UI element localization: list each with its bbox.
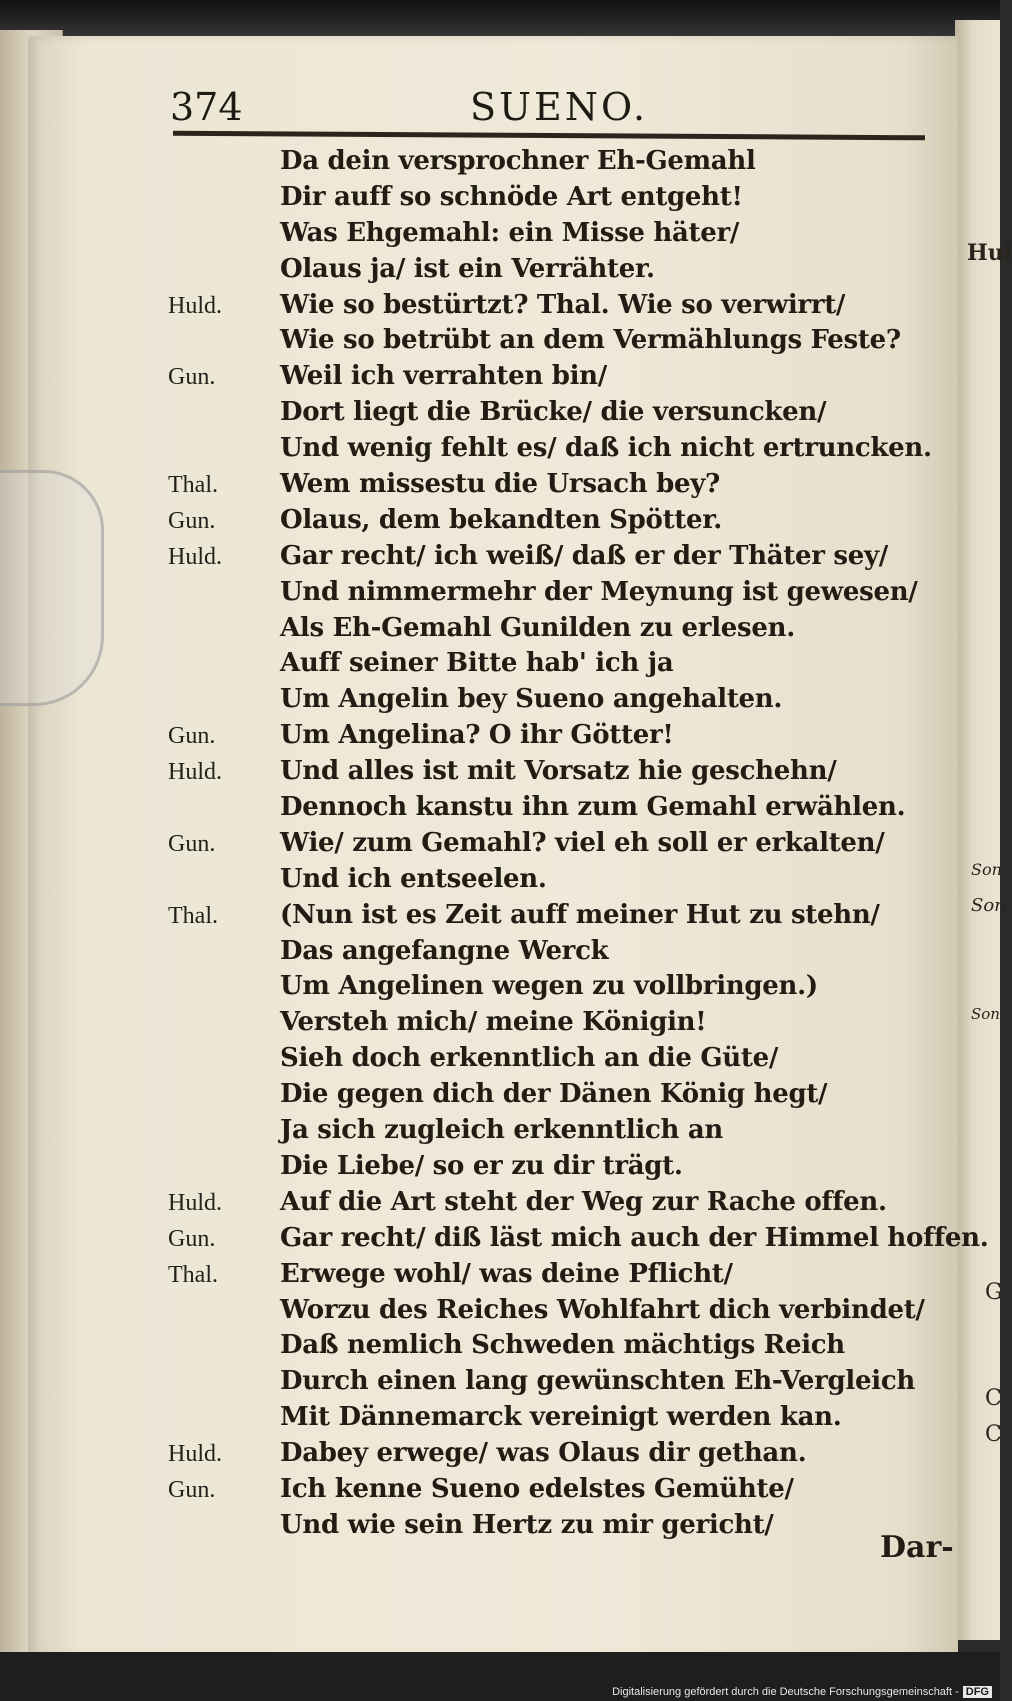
speaker-label: Huld.: [168, 292, 222, 319]
verse-text: Worzu des Reiches Wohlfahrt dich verbindet/: [280, 1294, 925, 1325]
dialogue-line: [150, 863, 940, 899]
verse-text: Um Angelin bey Sueno angehalten.: [280, 684, 783, 715]
verse-text: Ja sich zugleich erkenntlich an: [280, 1115, 724, 1146]
verse-text: Olaus, dem bekandten Spötter.: [280, 504, 722, 535]
verse-text: Was Ehgemahl: ein Misse häter/: [280, 217, 740, 248]
verse-text: Dir auff so schnöde Art entgeht!: [280, 181, 743, 212]
dialogue-line: [150, 1401, 940, 1437]
verse-text: Sieh doch erkenntlich an die Güte/: [280, 1043, 779, 1074]
dialogue-line: [150, 396, 940, 432]
verse-text: Die gegen dich der Dänen König hegt/: [280, 1079, 828, 1110]
verse-text: Um Angelinen wegen zu vollbringen.): [280, 971, 818, 1002]
dialogue-line: [150, 181, 940, 217]
dialogue-line: [150, 504, 940, 540]
speaker-label: Gun.: [168, 830, 216, 857]
verse-text: Wie so betrübt an dem Vermählungs Feste?: [280, 325, 901, 356]
verse-text: Auff seiner Bitte hab' ich ja: [280, 648, 674, 679]
verse-text: Gar recht/ diß läst mich auch der Himmel hoffen.: [280, 1222, 989, 1253]
dialogue-line: [150, 1329, 940, 1365]
dialogue-line: [150, 1473, 940, 1509]
dialogue-line: [150, 432, 940, 468]
facing-fragment: Son: [971, 895, 1006, 916]
dialogue-line: [150, 1150, 940, 1186]
verse-text: Und wie sein Hertz zu mir gericht/: [280, 1509, 774, 1540]
verse-text: Dort liegt die Brücke/ die versuncken/: [280, 397, 827, 428]
dialogue-line: [150, 360, 940, 396]
speaker-label: Huld.: [168, 543, 222, 570]
speaker-label: Gun.: [168, 364, 216, 391]
speaker-label: Gun.: [168, 1476, 216, 1503]
dialogue-line: [150, 1222, 989, 1258]
verse-text: Und wenig fehlt es/ daß ich nicht ertruncken.: [280, 433, 932, 464]
speaker-label: Gun.: [168, 507, 216, 534]
verse-text: Wem missestu die Ursach bey?: [280, 469, 720, 500]
dialogue-line: [150, 1078, 940, 1114]
verse-text: Das angefangne Werck: [280, 935, 609, 966]
dialogue-line: [150, 1042, 940, 1078]
page-number: 374: [170, 85, 243, 129]
credit-text: Digitalisierung gefördert durch die Deutsche Forschungsgemeinschaft -: [612, 1686, 959, 1698]
verse-text: Versteh mich/ meine Königin!: [280, 1007, 707, 1038]
facing-fragment: Son: [971, 860, 1002, 879]
dialogue-line: [150, 755, 940, 791]
dialogue-line: [150, 683, 940, 719]
verse-text: Da dein versprochner Eh-Gemahl: [280, 146, 756, 176]
dialogue-line: [150, 647, 940, 683]
facing-fragment: C: [985, 1386, 1002, 1411]
dialogue-line: [150, 468, 940, 504]
digitization-credit: [612, 1686, 992, 1698]
speaker-label: Thal.: [168, 902, 218, 929]
dialogue-line: [150, 1186, 940, 1222]
page-clip: [0, 470, 104, 706]
verse-text: Als Eh-Gemahl Gunilden zu erlesen.: [280, 612, 795, 643]
dialogue-line: [150, 253, 940, 289]
verse-text: (Nun ist es Zeit auff meiner Hut zu stehn/: [280, 899, 880, 930]
dialogue-line: [150, 1006, 940, 1042]
dialogue-line: [150, 217, 940, 253]
speaker-label: Thal.: [168, 1261, 218, 1288]
verse-text: Erwege wohl/ was deine Pflicht/: [280, 1258, 733, 1289]
facing-fragment: Son: [971, 1005, 1000, 1023]
speaker-label: Thal.: [168, 472, 218, 499]
speaker-label: Huld.: [168, 1189, 222, 1216]
dialogue-line: [150, 1258, 940, 1294]
verse-text: Durch einen lang gewünschten Eh-Vergleich: [280, 1366, 915, 1397]
speaker-label: Huld.: [168, 759, 222, 786]
dialogue-line: [150, 145, 940, 181]
dialogue-line: [150, 540, 940, 576]
verse-text: Olaus ja/ ist ein Verrähter.: [280, 253, 655, 284]
verse-text: Und nimmermehr der Meynung ist gewesen/: [280, 576, 918, 607]
dialogue-line: [150, 791, 940, 827]
facing-page-edge: [955, 20, 1012, 1640]
dialogue-line: [150, 576, 940, 612]
verse-text: Daß nemlich Schweden mächtigs Reich: [280, 1330, 845, 1361]
verse-text: Um Angelina? O ihr Götter!: [280, 720, 674, 751]
dialogue-line: [150, 289, 940, 325]
dialogue-line: [150, 719, 940, 755]
dialogue-line: [150, 935, 940, 971]
facing-fragment: C: [985, 1422, 1002, 1447]
facing-fragment: Hul: [967, 240, 1012, 266]
speaker-label: Huld.: [168, 1441, 222, 1468]
catchword: Dar-: [880, 1530, 954, 1565]
dfg-logo: DFG: [963, 1686, 992, 1698]
verse-text: Und ich entseelen.: [280, 863, 547, 894]
dialogue-line: [150, 970, 940, 1006]
speaker-label: Gun.: [168, 723, 216, 750]
dialogue-line: [150, 899, 940, 935]
dialogue-line: [150, 324, 940, 360]
verse-text: Und alles ist mit Vorsatz hie geschehn/: [280, 756, 837, 787]
verse-text: Dabey erwege/ was Olaus dir gethan.: [280, 1438, 807, 1469]
facing-fragment: G: [985, 1280, 1003, 1305]
verse-text: Dennoch kanstu ihn zum Gemahl erwählen.: [280, 792, 906, 823]
verse-text: Mit Dännemarck vereinigt werden kan.: [280, 1402, 842, 1433]
verse-text: Die Liebe/ so er zu dir trägt.: [280, 1150, 683, 1181]
speaker-label: Gun.: [168, 1225, 216, 1252]
verse-text: Ich kenne Sueno edelstes Gemühte/: [280, 1473, 794, 1504]
dialogue-line: [150, 1509, 940, 1545]
dialogue-line: [150, 1437, 940, 1473]
verse-text: Gar recht/ ich weiß/ daß er der Thäter sey/: [280, 540, 888, 571]
verse-text: Wie/ zum Gemahl? viel eh soll er erkalten/: [280, 827, 885, 858]
dialogue-line: [150, 1114, 940, 1150]
verse-text: Wie so bestürtzt? Thal. Wie so verwirrt/: [280, 289, 846, 320]
running-title: SUENO.: [470, 85, 649, 129]
dialogue-line: [150, 612, 940, 648]
dialogue-line: [150, 1294, 940, 1330]
dialogue-line: [150, 1365, 940, 1401]
verse-text: Auf die Art steht der Weg zur Rache offen.: [280, 1186, 887, 1217]
dialogue-line: [150, 827, 940, 863]
verse-text: Weil ich verrahten bin/: [280, 361, 607, 392]
